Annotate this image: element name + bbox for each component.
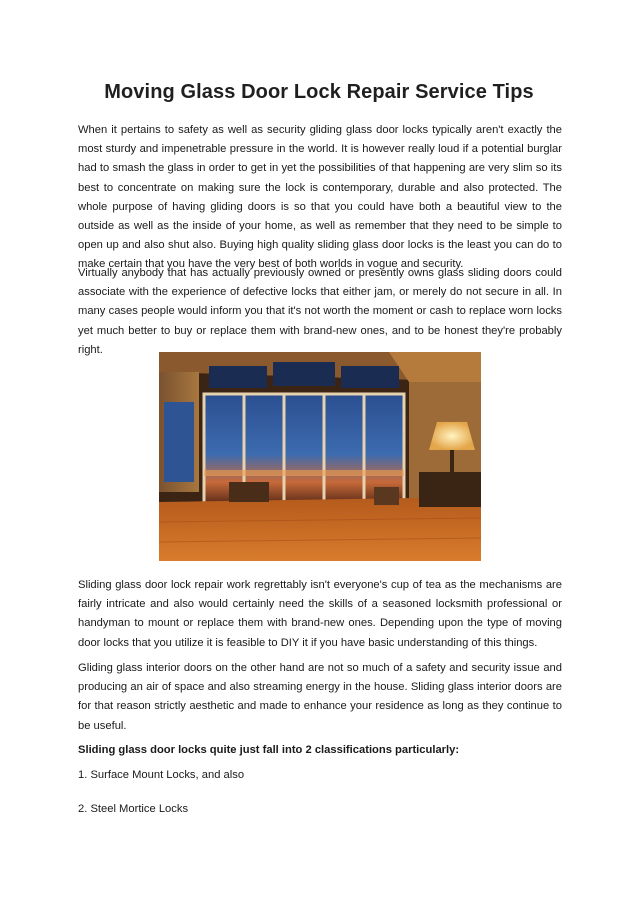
list-item-2: 2. Steel Mortice Locks: [78, 803, 189, 815]
paragraph-4: Gliding glass interior doors on the other hand are not so much of a safety and security issue and producing an air of space and also streaming energy in the house. Sliding glass interior doors are for that reason strictly aesthetic and made to enhance your residence as long as they continue to be useful.: [78, 662, 562, 732]
paragraph-2: Virtually anybody that has actually previously owned or presently owns glass sliding doors could associate with the experience of defective locks that either jam, or merely do not secure in all. In many cases people would inform you that it's not worth the moment or cash to replace worn locks yet much better to buy or replace them with brand-new ones, and to be honest they're probably right.: [78, 267, 562, 356]
list-heading: Sliding glass door locks quite just fall into 2 classifications particularly:: [78, 744, 460, 756]
paragraph-3: Sliding glass door lock repair work regrettably isn't everyone's cup of tea as the mechanisms are fairly intricate and also would certainly need the skills of a seasoned locksmith professional or handyman to mount or replace them with brand-new ones. Depending upon the type of moving door locks that you utilize it is feasible to DIY it if you have basic understanding of this things.: [78, 579, 562, 649]
paragraph-1: When it pertains to safety as well as security gliding glass door locks typically aren't exactly the most sturdy and impenetrable pressure in the world. It is however really loud if a potential burglar had to smash the glass in order to get in yet the possibilities of that happening are very slim so its best to concentrate on making sure the lock is contemporary, durable and also protected. The whole purpose of having gliding doors is so that you could have both a beautiful view to the outside as well as the inside of your home, as well as remember that they need to be simple to open up and also shut also. Buying high quality sliding glass door locks is the least you can do to make certain that you have the very best of both worlds in vogue and security.: [78, 124, 562, 271]
list-item-1: 1. Surface Mount Locks, and also: [78, 769, 245, 781]
document-title: Moving Glass Door Lock Repair Service Tips: [104, 81, 534, 103]
sliding-glass-door-room-photo: [159, 352, 481, 561]
